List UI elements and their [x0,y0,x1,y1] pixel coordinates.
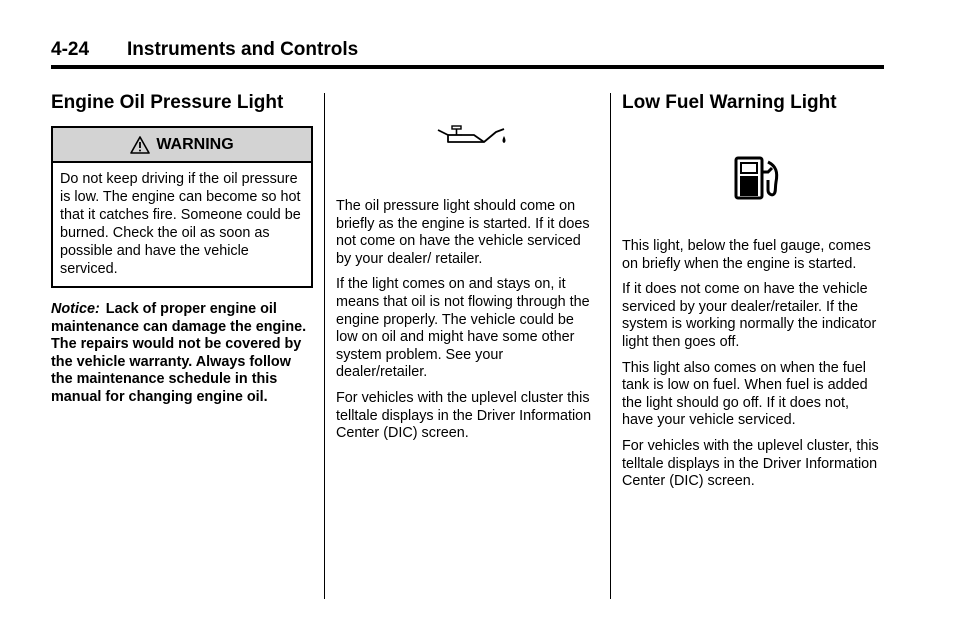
notice-text: Lack of proper engine oil maintenance can damage the engine. The repairs would not be covered by the vehicle warranty. Always follow the maintenance schedule in this manual for changing engine oil. [51,301,307,405]
fuel-pump-icon [734,154,782,204]
fuel-paragraph-4: For vehicles with the uplevel cluster, this telltale displays in the Driver Information Center (DIC) screen. [622,437,879,490]
warning-box [51,126,313,288]
warning-title: WARNING [156,135,234,153]
page-number: 4-24 [51,39,90,60]
oil-paragraph-2: If the light comes on and stays on, it means that oil is not flowing through the engine properly. The vehicle could be low on oil and might have some other system problem. See your dealer/retailer. [336,276,590,381]
oil-paragraph-1: The oil pressure light should come on briefly as the engine is started. If it does not come on have the vehicle serviced by your dealer/ retailer. [336,198,590,267]
column-divider [610,93,611,599]
page-header [51,39,884,69]
fuel-paragraph-1: This light, below the fuel gauge, comes on briefly when the engine is started. [622,238,871,272]
oil-pressure-heading: Engine Oil Pressure Light [51,92,284,113]
oil-paragraph-3: For vehicles with the uplevel cluster this telltale displays in the Driver Information Center (DIC) screen. [336,389,592,442]
oil-can-icon [434,122,508,152]
warning-text: Do not keep driving if the oil pressure is low. The engine can become so hot that it catches fire. Someone could be burned. Check the oil as soon as possible and have the vehicle serviced. [60,171,301,277]
right-column [622,92,884,499]
left-column [51,92,313,407]
warning-triangle-icon [130,136,150,154]
oil-icon-area [336,92,598,198]
low-fuel-heading: Low Fuel Warning Light [622,92,837,113]
section-title: Instruments and Controls [127,39,359,60]
column-divider [324,93,325,599]
notice-label: Notice: [51,301,100,317]
fuel-paragraph-3: This light also comes on when the fuel tank is low on fuel. When fuel is added the light should go off. If it does not, have your vehicle serviced. [622,359,868,429]
warning-header [53,128,311,163]
notice [51,301,313,407]
fuel-icon-area [622,114,884,238]
fuel-paragraph-2: If it does not come on have the vehicle serviced by your dealer/retailer. If the system is working normally the indicator light then goes off. [622,281,877,350]
middle-column [336,92,598,451]
